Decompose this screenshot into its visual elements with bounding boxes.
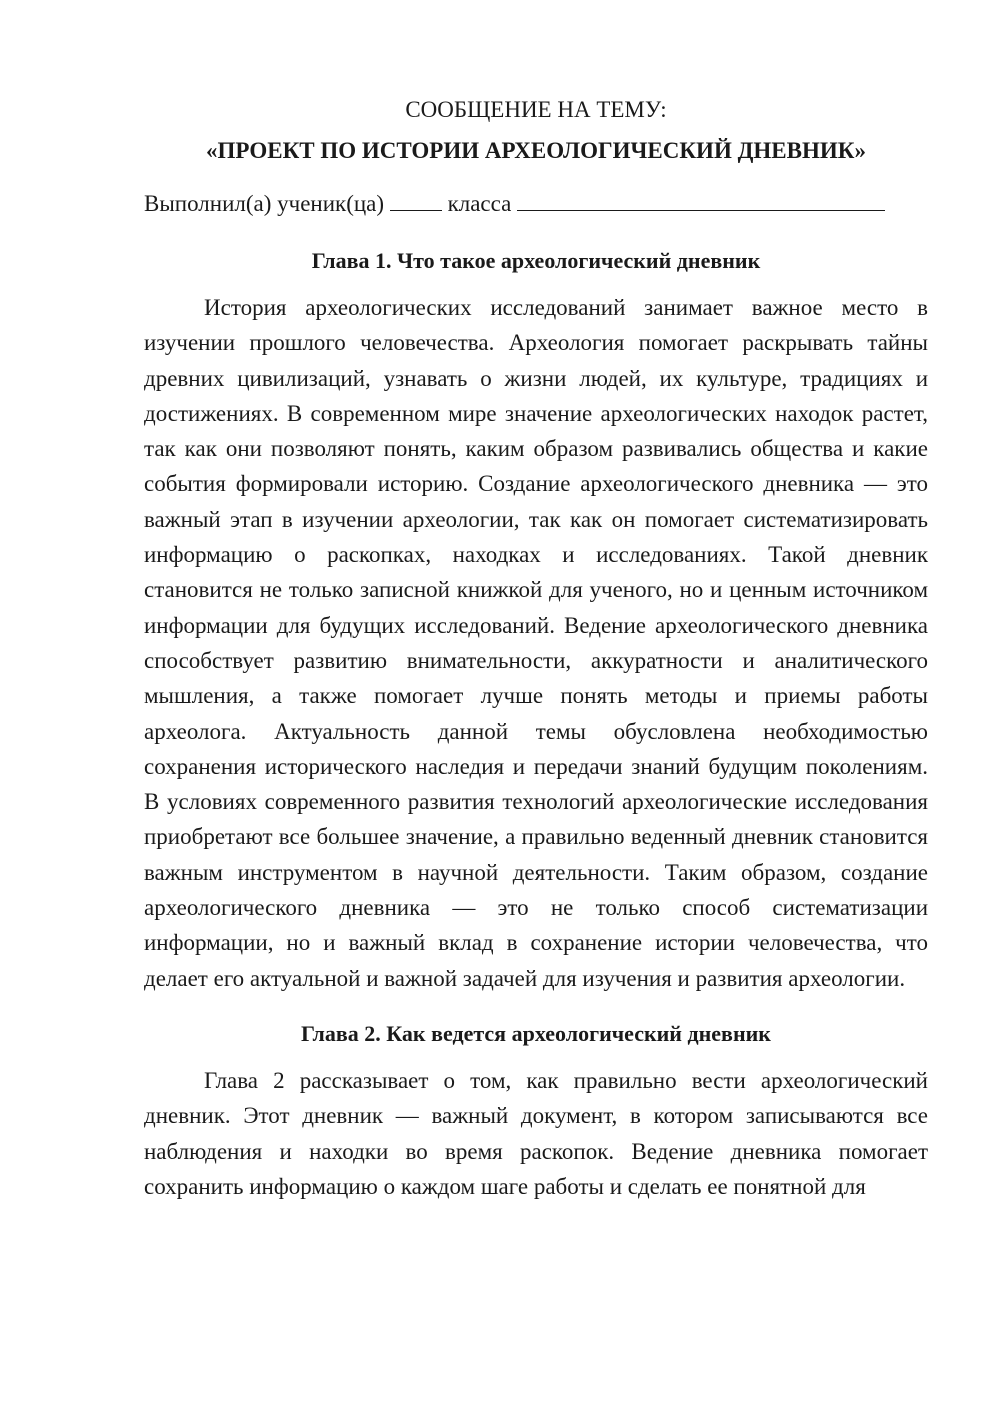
document-content: [144, 92, 928, 1204]
chapter1-paragraph: История археологических исследований занимает важное место в изучении прошлого человечества. Археология помогает раскрывать тайны древних цивилизаций, узнавать о жизни людей, их культуре, традициях и достижениях. В современном мире значение археологических находок растет, так как они позволяют понять, каким образом развивались общества и какие события формировали историю. Создание археологического дневника — это важный этап в изучении археологии, так как он помогает систематизировать информацию о раскопках, находках и исследованиях. Такой дневник становится не только записной книжкой для ученого, но и ценным источником информации для будущих исследований. Ведение археологического дневника способствует развитию внимательности, аккуратности и аналитического мышления, а также помогает лучше понять методы и приемы работы археолога. Актуальность данной темы обусловлена необходимостью сохранения исторического наследия и передачи знаний будущим поколениям. В условиях современного развития технологий археологические исследования приобретают все большее значение, а правильно веденный дневник становится важным инструментом в научной деятельности. Таким образом, создание археологического дневника — это не только способ систематизации информации, но и важный вклад в сохранение истории человечества, что делает его актуальной и важной задачей для изучения и развития археологии.: [144, 295, 928, 991]
class-number-blank: [390, 188, 442, 211]
document-title-line2: «ПРОЕКТ ПО ИСТОРИИ АРХЕОЛОГИЧЕСКИЙ ДНЕВНИК»: [206, 138, 866, 163]
student-name-blank: [517, 188, 885, 211]
author-class-label: класса: [447, 191, 512, 216]
chapter2-heading: Глава 2. Как ведется археологический дневник: [301, 1020, 771, 1046]
author-prefix: Выполнил(а) ученик(ца): [144, 191, 385, 216]
author-line: [144, 186, 928, 221]
chapter2-paragraph: Глава 2 рассказывает о том, как правильно вести археологический дневник. Этот дневник — важный документ, в котором записываются все наблюдения и находки во время раскопок. Ведение дневника помогает сохранить информацию о каждом шаге работы и сделать ее понятной для: [144, 1067, 928, 1199]
chapter1-heading: Глава 1. Что такое археологический дневник: [311, 248, 761, 273]
document-title-line1: СООБЩЕНИЕ НА ТЕМУ:: [405, 97, 667, 122]
